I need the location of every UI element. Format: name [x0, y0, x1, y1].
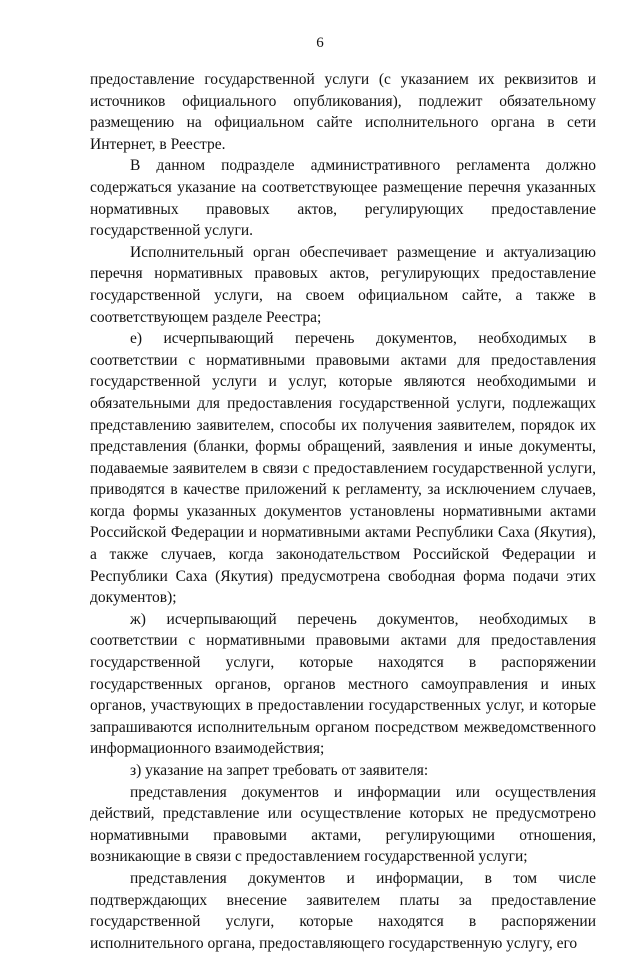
paragraph: В данном подразделе административного регламента должно содержаться указание на соответствующее размещение перечня указанных нормативных правовых актов, регулирующих предоставление государственной услуги. [90, 157, 596, 240]
paragraph-item-e: е) исчерпывающий перечень документов, необходимых в соответствии с нормативными правовыми актами для предоставления государственной услуги и услуг, которые являются необходимыми и обязательными для предоставления государственной услуги, подлежащих представлению заявителем, способы их получения заявителем, порядок их представления (бланки, формы обращений, заявления и иные документы, подаваемые заявителем в связи с предоставлением государственной услуги, приводятся в качестве приложений к регламенту, за исключением случаев, когда формы указанных документов установлены нормативными актами Российской Федерации и нормативными актами Республики Саха (Якутия), а также случаев, когда законодательством Российской Федерации и Республики Саха (Якутия) предусмотрена свободная форма подачи этих документов); [90, 330, 596, 607]
paragraph: Исполнительный орган обеспечивает размещение и актуализацию перечня нормативных правовых актов, регулирующих предоставление государственной услуги, на своем официальном сайте, а также в соответствующем разделе Реестра; [90, 243, 596, 326]
document-body [90, 69, 596, 954]
paragraph: представления документов и информации или осуществления действий, представление или осуществление которых не предусмотрено нормативными правовыми актами, регулирующими отношения, возникающие в связи с предоставлением государственной услуги; [90, 783, 596, 866]
paragraph-item-z: з) указание на запрет требовать от заявителя: [130, 762, 429, 779]
paragraph-continuation: предоставление государственной услуги (с указанием их реквизитов и источников официального опубликования), подлежит обязательному размещению на официальном сайте исполнительного органа в сети Интернет, в Реестре. [90, 71, 596, 153]
page-number: 6 [316, 35, 324, 51]
paragraph-item-zh: ж) исчерпывающий перечень документов, необходимых в соответствии с нормативными правовыми актами для предоставления государственной услуги, которые находятся в распоряжении государственных органов, органов местного самоуправления и иных органов, участвующих в предоставлении государственных услуг, и которые запрашиваются исполнительным органом посредством межведомственного информационного взаимодействия; [90, 610, 596, 758]
paragraph: представления документов и информации, в том числе подтверждающих внесение заявителем платы за предоставление государственной услуги, которые находятся в распоряжении исполнительного органа, предоставляющего государственную услугу, его [90, 869, 596, 952]
